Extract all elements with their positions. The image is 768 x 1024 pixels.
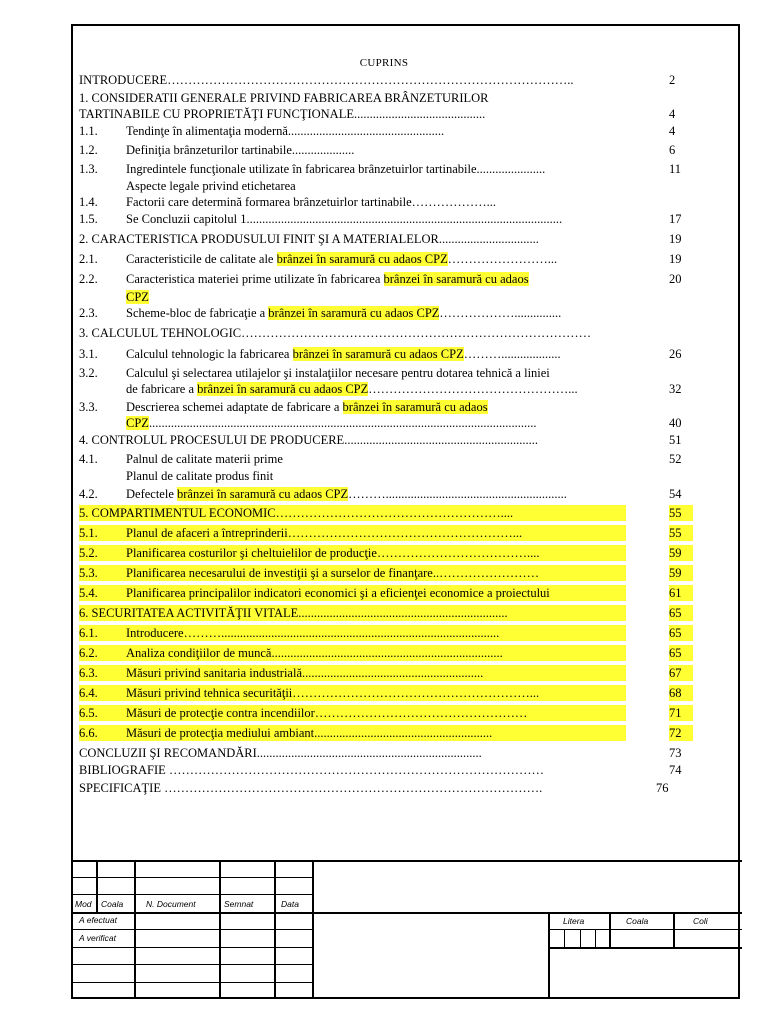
entry-title [126,725,626,741]
entry-title [79,106,626,122]
highlighted-product-name: brânzei în saramură cu adaos [383,272,529,286]
entry-title-text: Planificarea necesarului de investiţii şi a surselor de finanţare [126,566,433,580]
entry-title-text: Introducere [126,626,184,640]
entry-title-text: Măsuri privind tehnica securităţii [126,686,293,700]
section-number: 1.4. [79,195,98,209]
highlighted-product-name: brânzei în saramură cu adaos CPZ [292,347,464,361]
leader-dots: ……………………………………………………………………………… [165,763,544,777]
efectuat-label: A efectuat [79,915,117,925]
leader-dots: ………................... [463,347,561,361]
page-number: 2 [669,73,676,87]
page-number: 51 [669,433,682,447]
highlighted-product-name: CPZ [126,290,149,304]
leader-dots: .......................................... [353,107,486,121]
entry-title [126,585,626,601]
section-number: 6.3. [79,665,128,681]
highlighted-product-name: brânzei în saramură cu adaos CPZ [197,382,369,396]
page-number: 19 [669,252,682,266]
page-number: 20 [669,272,682,286]
leader-dots: ............................................................................................................................ [148,416,537,430]
entry-title-text: 4. CONTROLUL PROCESULUI DE PRODUCERE [79,433,345,447]
entry-title-text: Palnul de calitate materii prime [126,452,283,466]
entry-title-text: TARTINABILE CU PROPRIETĂŢI FUNCŢIONALE [79,107,354,121]
leader-dots: …………………………………………………... [292,686,540,700]
col-mod-label: Mod [75,899,92,909]
section-number: 1.5. [79,212,98,226]
leader-dots: .......................................................................... [271,646,503,660]
entry-title [126,289,626,305]
entry-title-text: Aspecte legale privind etichetarea [126,179,296,193]
entry-title [79,432,626,448]
section-number: 2.2. [79,272,98,286]
entry-title-text: Măsuri de protecţia mediului ambiant [126,726,315,740]
entry-title [79,231,626,247]
entry-title-text: Se Concluzii capitolul 1 [126,212,247,226]
litera-label: Litera [563,916,585,926]
page-number: 68 [669,685,693,701]
col-ndocument-label: N. Document [146,899,196,909]
section-number: 5.4. [79,585,128,601]
entry-title-text: Analiza condiţiilor de muncă [126,646,272,660]
section-number: 5.1. [79,525,128,541]
entry-title-text: Măsuri de protecţie contra incendiilor [126,706,315,720]
leader-dots: ………………... [411,195,496,209]
col-coala-label: Coala [101,899,124,909]
entry-title [126,468,626,484]
section-number: 2.1. [79,252,98,266]
leader-dots: .................... [291,143,355,157]
entry-title [126,194,626,210]
leader-dots: ………………............... [439,306,562,320]
entry-title [126,251,626,267]
col-semnat-label: Semnat [224,899,254,909]
entry-title [126,161,626,177]
entry-title-text: BIBLIOGRAFIE [79,763,166,777]
section-number: 3.2. [79,366,98,380]
entry-title-text: INTRODUCERE [79,73,168,87]
page-number: 65 [669,605,693,621]
entry-title-text: 2. CARACTERISTICA PRODUSULUI FINIT ŞI A MATERIALELOR [79,232,439,246]
entry-title-text: 1. CONSIDERATII GENERALE PRIVIND FABRICAREA BRÂNZETURILOR [79,91,489,105]
leader-dots: ..…………………… [432,566,540,580]
section-number: 6.5. [79,705,128,721]
leader-dots: ..................................................................................................... [246,212,563,226]
page-number: 55 [669,505,693,521]
entry-title [79,90,626,106]
entry-title-text: Definiţia brânzeturilor tartinabile [126,143,292,157]
entry-title [79,762,626,778]
entry-title-text: Tendinţe în alimentaţia modernă [126,124,288,138]
entry-title [126,305,626,321]
entry-title-text: Caracteristicile de calitate ale [126,252,277,266]
leader-dots: ……………………………………………….... [275,506,514,520]
page-number: 72 [669,725,693,741]
entry-title [126,399,626,415]
highlighted-product-name: brânzei în saramură cu adaos CPZ [268,306,440,320]
entry-title-text: Caracteristica materiei prime utilizate în fabricarea [126,272,384,286]
page-number: 6 [669,143,676,157]
section-number: 6.1. [79,625,128,641]
entry-title [126,545,626,561]
page-number: 40 [669,416,682,430]
entry-title [126,211,626,227]
entry-title [126,346,626,362]
entry-title [126,705,626,721]
section-number: 4.1. [79,452,98,466]
entry-title-text: Măsuri privind sanitaria industrială [126,666,303,680]
entry-title-text: CONCLUZII ŞI RECOMANDĂRI [79,746,257,760]
page-number: 76 [656,781,669,795]
leader-dots: ................................................................... [298,606,508,620]
section-number: 1.1. [79,124,98,138]
verificat-label: A verificat [79,933,117,943]
leader-dots: ………......................................................................................... [183,626,500,640]
entry-title [126,271,626,287]
section-number: 6.6. [79,725,128,741]
page-number: 59 [669,545,693,561]
coala-label: Coala [626,916,649,926]
entry-title-text: SPECIFICAŢIE [79,781,161,795]
leader-dots: ................................ [438,232,539,246]
leader-dots: ……………………... [447,252,558,266]
entry-title [126,625,626,641]
leader-dots: ………………………………………………………………………… [241,326,592,340]
leader-dots: ………………………………………………………………………………. [160,781,543,795]
entry-title [79,72,626,88]
page-number: 26 [669,347,682,361]
entry-title-text: 6. SECURITATEA ACTIVITĂŢII VITALE [79,606,299,620]
leader-dots: .................................................. [287,124,445,138]
page-number: 61 [669,585,693,601]
entry-title [79,325,626,341]
leader-dots: ......................................................... [314,726,493,740]
entry-title [126,123,626,139]
page-number: 65 [669,645,693,661]
entry-title-text: 3. CALCULUL TEHNOLOGIC [79,326,242,340]
leader-dots: ...................... [476,162,546,176]
entry-title-text: Calculul şi selectarea utilajelor şi instalaţiilor necesare pentru dotarea tehnică a liniei [126,366,550,380]
section-number: 2.3. [79,306,98,320]
page-number: 4 [669,124,676,138]
entry-title [126,451,626,467]
page-number: 59 [669,565,693,581]
leader-dots: ........................................................................ [256,746,482,760]
entry-title-text: Planificarea principalilor indicatori economici şi a eficienţei economice a proiectului [126,586,550,600]
highlighted-product-name: CPZ [126,416,149,430]
entry-title [79,605,626,621]
entry-title [126,178,626,194]
section-number: 4.2. [79,487,98,501]
entry-title [126,685,626,701]
page-number: 52 [669,452,682,466]
leader-dots: …………………………………………… [314,706,528,720]
page-number: 71 [669,705,693,721]
section-number: 6.4. [79,685,128,701]
entry-title-text: Planul de afaceri a întreprinderii [126,526,288,540]
col-data-label: Data [281,899,299,909]
leader-dots: …………………………………………………………………………………….. [167,73,574,87]
page-number: 19 [669,232,682,246]
entry-title-text: Planul de calitate produs finit [126,469,274,483]
entry-title [126,645,626,661]
entry-title-text: 5. COMPARTIMENTUL ECONOMIC [79,506,276,520]
coli-label: Coli [693,916,708,926]
section-number: 3.1. [79,347,98,361]
page-number: 73 [669,746,682,760]
entry-title-text: Ingredintele funcţionale utilizate în fabricarea brânzetuirlor tartinabile [126,162,477,176]
section-number: 1.2. [79,143,98,157]
entry-title [126,142,626,158]
entry-title [79,745,626,761]
entry-title [126,415,626,431]
entry-title [126,381,626,397]
page-number: 4 [669,107,676,121]
leader-dots: ……………………………….... [376,546,540,560]
leader-dots: .......................................................... [302,666,484,680]
highlighted-product-name: brânzei în saramură cu adaos [342,400,488,414]
entry-title-text: Calculul tehnologic la fabricarea [126,347,293,361]
leader-dots: .............................................................. [344,433,538,447]
entry-title [126,365,626,381]
entry-title-text: Descrierea schemei adaptate de fabricare a [126,400,343,414]
page-number: 32 [669,382,682,396]
entry-title-text: Planificarea costurilor şi cheltuielilor de producţie [126,546,377,560]
section-number: 5.2. [79,545,128,561]
page-number: 67 [669,665,693,681]
entry-title-text: Defectele [126,487,178,501]
page-number: 55 [669,525,693,541]
highlighted-product-name: brânzei în saramură cu adaos CPZ [177,487,349,501]
section-number: 1.3. [79,162,98,176]
entry-title [126,525,626,541]
entry-title-text: Factorii care determină formarea brânzetuirlor tartinabile [126,195,412,209]
page-number: 65 [669,625,693,641]
section-number: 5.3. [79,565,128,581]
leader-dots: …………………………………………... [368,382,578,396]
section-number: 3.3. [79,400,98,414]
page-number: 54 [669,487,682,501]
entry-title [126,486,626,502]
entry-title-text: de fabricare a [126,382,198,396]
entry-title [79,780,626,796]
entry-title [126,565,626,581]
page-number: 11 [669,162,682,176]
leader-dots: ……….......................................................... [348,487,567,501]
highlighted-product-name: brânzei în saramură cu adaos CPZ [276,252,448,266]
entry-title-text: Scheme-bloc de fabricaţie a [126,306,269,320]
entry-title [79,505,626,521]
section-number: 6.2. [79,645,128,661]
page-number: 74 [669,763,682,777]
page-title: CUPRINS [359,57,409,69]
entry-title [126,665,626,681]
page-number: 17 [669,212,682,226]
leader-dots: ………………………………………………... [287,526,523,540]
